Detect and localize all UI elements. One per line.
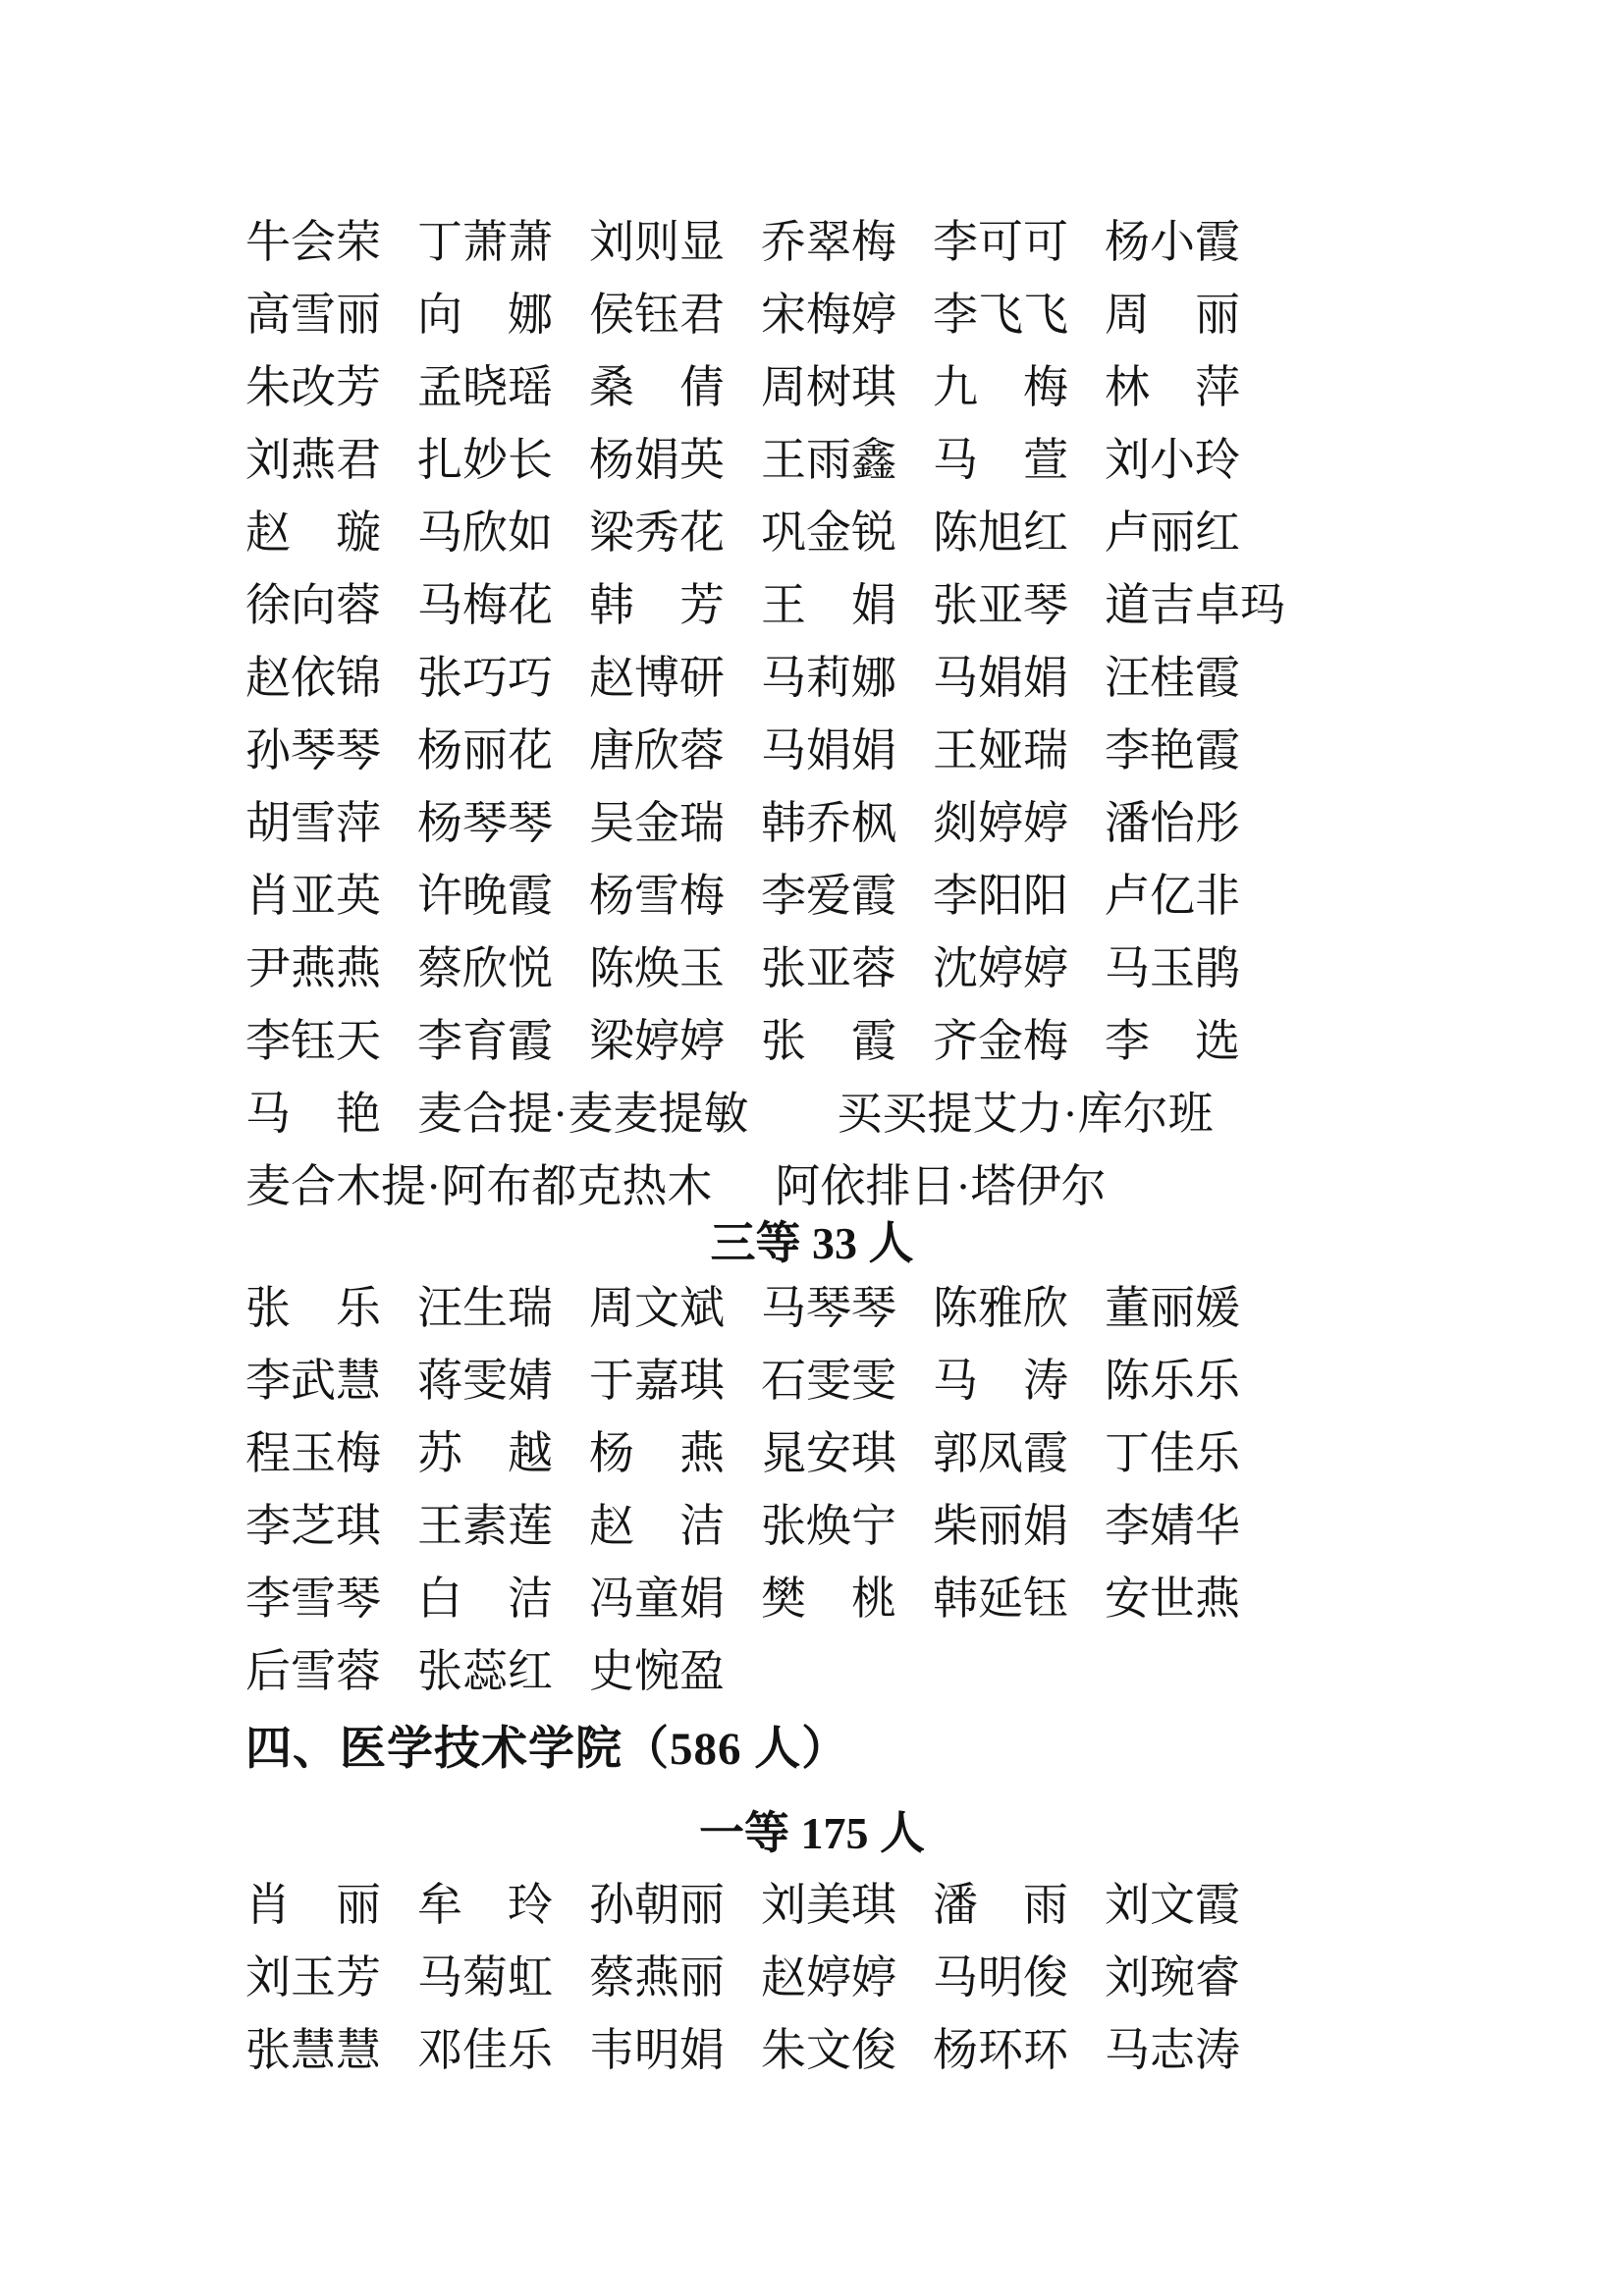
student-name: 尹燕燕 xyxy=(245,943,381,993)
student-name: 李育霞 xyxy=(417,1016,553,1066)
student-name: 柴丽娟 xyxy=(933,1501,1068,1551)
student-name: 高雪丽 xyxy=(245,290,381,340)
name-row xyxy=(245,783,1242,856)
student-name: 马明俊 xyxy=(933,1952,1068,2002)
student-name: 周文斌 xyxy=(589,1283,725,1333)
student-name: 陈旭红 xyxy=(933,507,1068,558)
student-name: 刘玉芳 xyxy=(245,1952,381,2002)
student-name: 徐向蓉 xyxy=(245,580,381,630)
student-name: 杨 燕 xyxy=(589,1428,725,1478)
student-name: 苏 越 xyxy=(417,1428,553,1478)
student-name: 马志涛 xyxy=(1105,2025,1240,2075)
student-name: 蔡欣悦 xyxy=(417,943,553,993)
student-name: 阿依排日·塔伊尔 xyxy=(775,1161,1107,1211)
name-row xyxy=(245,565,1285,638)
student-name: 卢亿非 xyxy=(1105,871,1240,921)
student-name: 杨琴琴 xyxy=(417,798,553,848)
student-name: 杨环环 xyxy=(933,2025,1068,2075)
student-name: 潘 雨 xyxy=(933,1880,1068,1930)
student-name: 马玉鹃 xyxy=(1105,943,1240,993)
student-name: 胡雪萍 xyxy=(245,798,381,848)
name-row xyxy=(245,493,1242,565)
student-name: 林 萍 xyxy=(1105,362,1240,412)
student-name: 邓佳乐 xyxy=(417,2025,553,2075)
grade-section-header: 一等 175 人 xyxy=(699,1808,925,1858)
name-row xyxy=(245,1559,1242,1631)
student-name: 白 洁 xyxy=(417,1574,553,1624)
student-name: 李武慧 xyxy=(245,1356,381,1406)
student-name: 刘文霞 xyxy=(1105,1880,1240,1930)
student-name: 赵博研 xyxy=(589,653,725,703)
student-name: 后雪蓉 xyxy=(245,1646,381,1696)
document-content xyxy=(245,202,1285,2083)
student-name: 石雯雯 xyxy=(761,1356,896,1406)
student-name: 朱文俊 xyxy=(761,2025,896,2075)
student-name: 刘美琪 xyxy=(761,1880,896,1930)
student-name: 肖亚英 xyxy=(245,871,381,921)
student-name: 汪桂霞 xyxy=(1105,653,1240,703)
student-name: 韩乔枫 xyxy=(761,798,896,848)
student-name: 蔡燕丽 xyxy=(589,1952,725,2002)
student-name: 马梅花 xyxy=(417,580,553,630)
student-name: 李飞飞 xyxy=(933,290,1068,340)
student-name: 乔翠梅 xyxy=(761,217,896,267)
student-name: 李钰天 xyxy=(245,1016,381,1066)
student-name: 剡婷婷 xyxy=(933,798,1068,848)
student-name: 马 涛 xyxy=(933,1356,1068,1406)
student-name: 赵婷婷 xyxy=(761,1952,896,2002)
student-name: 刘燕君 xyxy=(245,435,381,485)
student-name: 郭凤霞 xyxy=(933,1428,1068,1478)
student-name: 麦合木提·阿布都克热木 xyxy=(245,1161,713,1211)
name-row xyxy=(245,1865,1242,1938)
student-name: 张 乐 xyxy=(245,1283,381,1333)
student-name: 马 艳 xyxy=(245,1089,381,1139)
name-row xyxy=(245,929,1242,1001)
student-name: 董丽媛 xyxy=(1105,1283,1240,1333)
student-name: 马娟娟 xyxy=(933,653,1068,703)
student-name: 于嘉琪 xyxy=(589,1356,725,1406)
student-name: 刘小玲 xyxy=(1105,435,1240,485)
student-name: 晁安琪 xyxy=(761,1428,896,1478)
student-name: 吴金瑞 xyxy=(589,798,725,848)
student-name: 韦明娟 xyxy=(589,2025,725,2075)
student-name: 梁秀花 xyxy=(589,507,725,558)
student-name: 马琴琴 xyxy=(761,1283,896,1333)
student-name: 梁婷婷 xyxy=(589,1016,725,1066)
student-name: 陈雅欣 xyxy=(933,1283,1068,1333)
student-name: 张 霞 xyxy=(761,1016,896,1066)
student-name: 安世燕 xyxy=(1105,1574,1240,1624)
student-name: 王 娟 xyxy=(761,580,896,630)
student-name: 韩 芳 xyxy=(589,580,725,630)
student-name: 杨娟英 xyxy=(589,435,725,485)
student-name: 王雨鑫 xyxy=(761,435,896,485)
student-name: 九 梅 xyxy=(933,362,1068,412)
student-name: 孙朝丽 xyxy=(589,1880,725,1930)
student-name: 马娟娟 xyxy=(761,725,896,775)
name-row xyxy=(245,711,1242,783)
student-name: 李阳阳 xyxy=(933,871,1068,921)
student-name: 马 萱 xyxy=(933,435,1068,485)
student-name: 陈焕玉 xyxy=(589,943,725,993)
name-row xyxy=(245,1938,1242,2010)
student-name: 赵 璇 xyxy=(245,507,381,558)
student-name: 马菊虹 xyxy=(417,1952,553,2002)
student-name: 买买提艾力·库尔班 xyxy=(837,1089,1214,1139)
student-name: 李芝琪 xyxy=(245,1501,381,1551)
student-name: 道吉卓玛 xyxy=(1105,580,1285,630)
student-name: 刘则显 xyxy=(589,217,725,267)
student-name: 李艳霞 xyxy=(1105,725,1240,775)
student-name: 沈婷婷 xyxy=(933,943,1068,993)
student-name: 齐金梅 xyxy=(933,1016,1068,1066)
student-name: 巩金锐 xyxy=(761,507,896,558)
student-name: 樊 桃 xyxy=(761,1574,896,1624)
name-row xyxy=(245,2010,1242,2083)
student-name: 李雪琴 xyxy=(245,1574,381,1624)
student-name: 牟 玲 xyxy=(417,1880,553,1930)
student-name: 麦合提·麦麦提敏 xyxy=(417,1089,749,1139)
name-row xyxy=(245,1147,1242,1219)
name-row xyxy=(245,275,1242,347)
student-name: 杨丽花 xyxy=(417,725,553,775)
name-row xyxy=(245,347,1242,420)
student-name: 王素莲 xyxy=(417,1501,553,1551)
student-name: 蒋雯婧 xyxy=(417,1356,553,1406)
student-name: 牛会荣 xyxy=(245,217,381,267)
student-name: 潘怡彤 xyxy=(1105,798,1240,848)
name-row xyxy=(245,1414,1242,1486)
college-section-header: 四、医学技术学院（586 人） xyxy=(245,1724,849,1775)
student-name: 李可可 xyxy=(933,217,1068,267)
student-name: 杨雪梅 xyxy=(589,871,725,921)
student-name: 冯童娟 xyxy=(589,1574,725,1624)
student-name: 赵依锦 xyxy=(245,653,381,703)
student-name: 王娅瑞 xyxy=(933,725,1068,775)
student-name: 刘琬睿 xyxy=(1105,1952,1240,2002)
student-name: 孟晓瑶 xyxy=(417,362,553,412)
name-row xyxy=(245,1341,1242,1414)
name-row xyxy=(245,1631,1242,1704)
student-name: 马莉娜 xyxy=(761,653,896,703)
student-name: 扎妙长 xyxy=(417,435,553,485)
name-row xyxy=(245,1486,1242,1559)
student-name: 唐欣蓉 xyxy=(589,725,725,775)
student-name: 程玉梅 xyxy=(245,1428,381,1478)
student-name: 向 娜 xyxy=(417,290,553,340)
name-row xyxy=(245,420,1242,493)
student-name: 孙琴琴 xyxy=(245,725,381,775)
student-name: 张焕宁 xyxy=(761,1501,896,1551)
student-name: 马欣如 xyxy=(417,507,553,558)
grade-section-header: 三等 33 人 xyxy=(710,1218,914,1268)
student-name: 陈乐乐 xyxy=(1105,1356,1240,1406)
student-name: 丁佳乐 xyxy=(1105,1428,1240,1478)
name-row xyxy=(245,856,1242,929)
student-name: 李爱霞 xyxy=(761,871,896,921)
student-name: 史惋盈 xyxy=(589,1646,725,1696)
student-name: 汪生瑞 xyxy=(417,1283,553,1333)
name-row xyxy=(245,1074,1242,1147)
student-name: 肖 丽 xyxy=(245,1880,381,1930)
student-name: 张巧巧 xyxy=(417,653,553,703)
student-name: 周 丽 xyxy=(1105,290,1240,340)
student-name: 张慧慧 xyxy=(245,2025,381,2075)
name-row xyxy=(245,638,1242,711)
student-name: 宋梅婷 xyxy=(761,290,896,340)
student-name: 杨小霞 xyxy=(1105,217,1240,267)
student-name: 李 选 xyxy=(1105,1016,1240,1066)
student-name: 李婧华 xyxy=(1105,1501,1240,1551)
student-name: 张亚琴 xyxy=(933,580,1068,630)
student-name: 张蕊红 xyxy=(417,1646,553,1696)
student-name: 卢丽红 xyxy=(1105,507,1240,558)
student-name: 张亚蓉 xyxy=(761,943,896,993)
student-name: 桑 倩 xyxy=(589,362,725,412)
student-name: 周树琪 xyxy=(761,362,896,412)
student-name: 丁萧萧 xyxy=(417,217,553,267)
student-name: 朱改芳 xyxy=(245,362,381,412)
name-row xyxy=(245,202,1242,275)
student-name: 侯钰君 xyxy=(589,290,725,340)
student-name: 赵 洁 xyxy=(589,1501,725,1551)
student-name: 许晚霞 xyxy=(417,871,553,921)
name-row xyxy=(245,1001,1242,1074)
name-row xyxy=(245,1268,1242,1341)
student-name: 韩延钰 xyxy=(933,1574,1068,1624)
